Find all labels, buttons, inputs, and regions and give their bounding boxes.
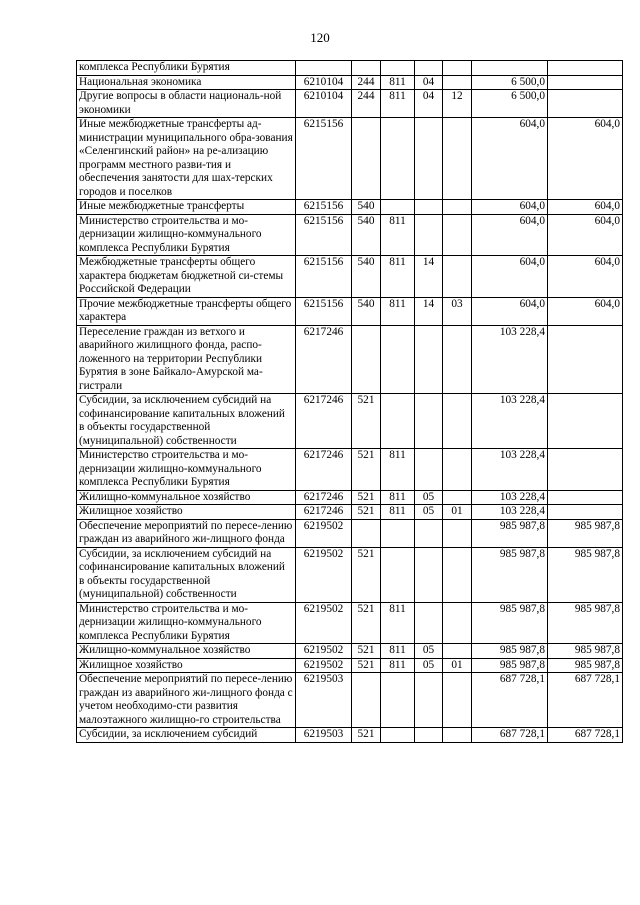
cell-department [381,325,415,394]
cell-subsection [443,644,472,659]
table-row [77,505,623,520]
cell-department [381,118,415,200]
cell-section [415,449,443,491]
cell-department: 811 [381,490,415,505]
cell-department [381,673,415,728]
cell-amount-1 [472,61,548,76]
table-row [77,658,623,673]
cell-amount-1: 103 228,4 [472,394,548,449]
cell-expense-type: 540 [352,256,381,298]
cell-expense-type: 244 [352,90,381,118]
budget-table [76,60,623,743]
table-row [77,75,623,90]
cell-section: 05 [415,490,443,505]
cell-target-article: 6219503 [296,728,352,743]
cell-subsection: 01 [443,658,472,673]
cell-section [415,519,443,547]
cell-amount-1: 985 987,8 [472,547,548,602]
cell-amount-1: 103 228,4 [472,505,548,520]
cell-expense-type: 540 [352,200,381,215]
cell-name: Иные межбюджетные трансферты [77,200,296,215]
cell-amount-2: 604,0 [548,118,623,200]
cell-department [381,394,415,449]
cell-section: 04 [415,90,443,118]
cell-amount-2 [548,75,623,90]
cell-target-article: 6210104 [296,75,352,90]
cell-name: Субсидии, за исключением субсидий [77,728,296,743]
cell-subsection: 03 [443,297,472,325]
cell-target-article: 6219502 [296,644,352,659]
cell-department: 811 [381,75,415,90]
cell-amount-2 [548,61,623,76]
cell-department: 811 [381,256,415,298]
cell-section: 14 [415,256,443,298]
cell-amount-2: 985 987,8 [548,658,623,673]
cell-name: Министерство строительства и мо-дернизации жилищно-коммунального комплекса Республики Бурятия [77,449,296,491]
cell-target-article: 6217246 [296,325,352,394]
table-row [77,214,623,256]
cell-section [415,200,443,215]
table-row [77,602,623,644]
cell-name: Жилищное хозяйство [77,505,296,520]
cell-subsection [443,728,472,743]
cell-name: Обеспечение мероприятий по пересе-лению граждан из аварийного жи-лищного фонда с учетом необходимо-сти развития малоэтажного жилищно-го строительства [77,673,296,728]
cell-subsection [443,325,472,394]
cell-section: 05 [415,505,443,520]
table-row [77,728,623,743]
table-row [77,90,623,118]
cell-amount-1: 103 228,4 [472,325,548,394]
cell-subsection [443,673,472,728]
cell-section [415,394,443,449]
cell-name: Министерство строительства и мо-дернизации жилищно-коммунального комплекса Республики Бурятия [77,214,296,256]
cell-section [415,728,443,743]
cell-target-article [296,61,352,76]
cell-subsection [443,75,472,90]
cell-target-article: 6215156 [296,297,352,325]
cell-expense-type: 521 [352,449,381,491]
cell-amount-2 [548,90,623,118]
cell-section [415,325,443,394]
table-row [77,547,623,602]
cell-department: 811 [381,602,415,644]
cell-amount-1: 604,0 [472,256,548,298]
cell-section [415,61,443,76]
cell-expense-type: 540 [352,214,381,256]
cell-department: 811 [381,297,415,325]
cell-section: 04 [415,75,443,90]
cell-amount-2 [548,449,623,491]
table-row [77,394,623,449]
cell-subsection [443,214,472,256]
cell-expense-type [352,61,381,76]
table-row [77,644,623,659]
cell-amount-1: 103 228,4 [472,490,548,505]
cell-department: 811 [381,644,415,659]
cell-target-article: 6215156 [296,256,352,298]
cell-name: комплекса Республики Бурятия [77,61,296,76]
table-row [77,490,623,505]
cell-subsection [443,256,472,298]
cell-target-article: 6219502 [296,602,352,644]
cell-amount-1: 985 987,8 [472,658,548,673]
cell-amount-1: 985 987,8 [472,644,548,659]
cell-expense-type: 521 [352,644,381,659]
cell-target-article: 6219502 [296,658,352,673]
cell-section [415,547,443,602]
cell-department [381,519,415,547]
cell-expense-type: 540 [352,297,381,325]
cell-amount-1: 985 987,8 [472,602,548,644]
cell-target-article: 6210104 [296,90,352,118]
cell-name: Прочие межбюджетные трансферты общего характера [77,297,296,325]
cell-expense-type [352,673,381,728]
cell-subsection [443,61,472,76]
cell-expense-type: 521 [352,658,381,673]
cell-department: 811 [381,214,415,256]
cell-name: Другие вопросы в области националь-ной экономики [77,90,296,118]
cell-amount-1: 6 500,0 [472,90,548,118]
cell-section [415,214,443,256]
table-row [77,519,623,547]
cell-department [381,547,415,602]
cell-target-article: 6217246 [296,490,352,505]
cell-section [415,118,443,200]
page-number: 120 [310,30,330,45]
cell-amount-2: 604,0 [548,200,623,215]
cell-subsection [443,449,472,491]
cell-amount-2: 985 987,8 [548,644,623,659]
cell-subsection: 12 [443,90,472,118]
table-row [77,325,623,394]
cell-department [381,728,415,743]
cell-target-article: 6219502 [296,547,352,602]
cell-target-article: 6217246 [296,394,352,449]
cell-section [415,673,443,728]
cell-name: Жилищно-коммунальное хозяйство [77,490,296,505]
cell-amount-1: 985 987,8 [472,519,548,547]
cell-name: Министерство строительства и мо-дернизации жилищно-коммунального комплекса Республики Бурятия [77,602,296,644]
cell-expense-type: 521 [352,728,381,743]
cell-expense-type: 521 [352,505,381,520]
table-row [77,256,623,298]
cell-amount-2 [548,505,623,520]
table-row [77,61,623,76]
cell-expense-type [352,325,381,394]
cell-section: 05 [415,658,443,673]
cell-section [415,602,443,644]
cell-target-article: 6217246 [296,449,352,491]
cell-amount-1: 604,0 [472,118,548,200]
cell-target-article: 6215156 [296,118,352,200]
cell-department [381,200,415,215]
cell-amount-1: 604,0 [472,214,548,256]
cell-amount-1: 6 500,0 [472,75,548,90]
cell-section: 14 [415,297,443,325]
cell-subsection [443,118,472,200]
cell-amount-2: 687 728,1 [548,728,623,743]
cell-department: 811 [381,505,415,520]
table-row [77,297,623,325]
cell-section: 05 [415,644,443,659]
cell-target-article: 6219503 [296,673,352,728]
cell-amount-2 [548,490,623,505]
table-row [77,449,623,491]
cell-expense-type [352,519,381,547]
table-row [77,673,623,728]
cell-subsection [443,394,472,449]
cell-name: Обеспечение мероприятий по пересе-лению граждан из аварийного жи-лищного фонда [77,519,296,547]
cell-subsection [443,602,472,644]
cell-name: Субсидии, за исключением субсидий на софинансирование капитальных вложений в объекты государственной (муниципальной) собственности [77,394,296,449]
cell-name: Переселение граждан из ветхого и аварийного жилищного фонда, распо-ложенного на территории Республики Бурятия в зоне Байкало-Амурской ма-гистрали [77,325,296,394]
cell-amount-2: 604,0 [548,214,623,256]
cell-name: Национальная экономика [77,75,296,90]
cell-amount-1: 604,0 [472,297,548,325]
cell-target-article: 6219502 [296,519,352,547]
cell-amount-2: 604,0 [548,256,623,298]
cell-subsection [443,519,472,547]
cell-amount-2 [548,394,623,449]
cell-name: Иные межбюджетные трансферты ад-министрации муниципального обра-зования «Селенгинский район» на ре-ализацию программ местного разви-тия и обеспечения занятости для шах-терских городов и поселков [77,118,296,200]
cell-expense-type: 244 [352,75,381,90]
cell-name: Жилищно-коммунальное хозяйство [77,644,296,659]
cell-amount-1: 604,0 [472,200,548,215]
cell-target-article: 6217246 [296,505,352,520]
cell-name: Межбюджетные трансферты общего характера бюджетам бюджетной си-стемы Российской Федерации [77,256,296,298]
cell-amount-1: 103 228,4 [472,449,548,491]
cell-expense-type: 521 [352,490,381,505]
cell-amount-2: 985 987,8 [548,547,623,602]
cell-subsection [443,490,472,505]
cell-amount-2: 687 728,1 [548,673,623,728]
table-row [77,200,623,215]
cell-expense-type [352,118,381,200]
cell-expense-type: 521 [352,394,381,449]
cell-department [381,61,415,76]
cell-department: 811 [381,658,415,673]
cell-department: 811 [381,90,415,118]
cell-expense-type: 521 [352,547,381,602]
cell-amount-2: 985 987,8 [548,519,623,547]
budget-table-body [77,61,623,743]
cell-amount-2: 985 987,8 [548,602,623,644]
cell-name: Субсидии, за исключением субсидий на софинансирование капитальных вложений в объекты государственной (муниципальной) собственности [77,547,296,602]
cell-subsection [443,200,472,215]
cell-target-article: 6215156 [296,214,352,256]
cell-target-article: 6215156 [296,200,352,215]
cell-expense-type: 521 [352,602,381,644]
cell-amount-2: 604,0 [548,297,623,325]
cell-amount-2 [548,325,623,394]
table-row [77,118,623,200]
cell-amount-1: 687 728,1 [472,728,548,743]
cell-name: Жилищное хозяйство [77,658,296,673]
cell-subsection [443,547,472,602]
cell-amount-1: 687 728,1 [472,673,548,728]
cell-department: 811 [381,449,415,491]
cell-subsection: 01 [443,505,472,520]
